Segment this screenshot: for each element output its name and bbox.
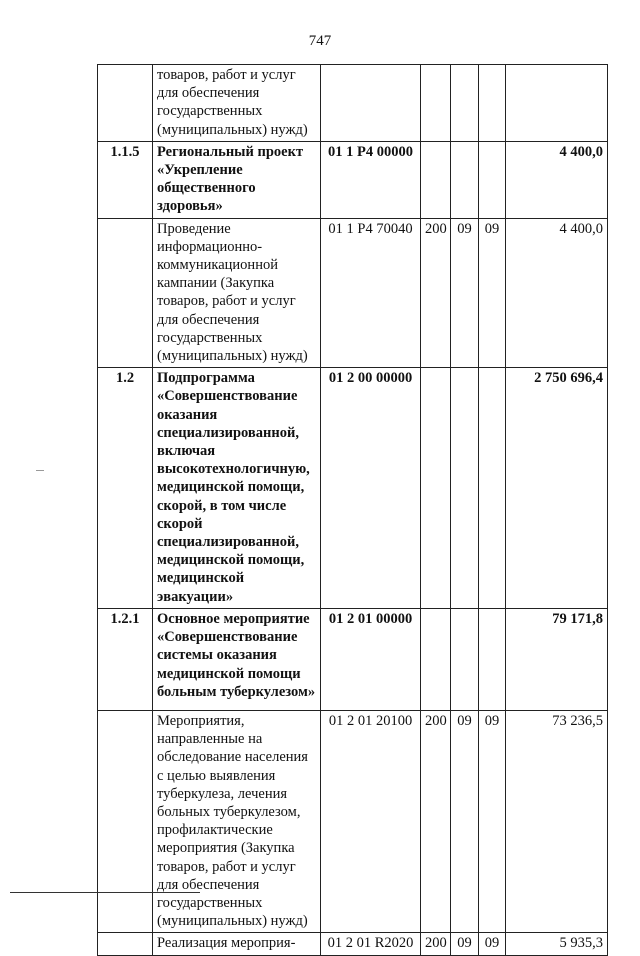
subsection-code	[479, 141, 506, 218]
target-code	[321, 65, 421, 142]
table-row	[98, 933, 608, 955]
expense-type: 200	[421, 218, 451, 368]
subsection-code	[479, 368, 506, 609]
row-name: Подпрограмма «Совершенствование оказания специализированной, включая высокотехнологичную, медицинской помощи, скорой, в том числе скорой специализированной, медицинской помощи, медицинской эвакуации»	[153, 368, 321, 609]
expense-type	[421, 368, 451, 609]
table-row	[98, 141, 608, 218]
section-code	[451, 65, 479, 142]
target-code: 01 2 00 00000	[321, 368, 421, 609]
budget-table	[97, 64, 608, 956]
footnote-divider	[10, 892, 200, 893]
row-number	[98, 65, 153, 142]
subsection-code	[479, 608, 506, 710]
section-code: 09	[451, 218, 479, 368]
row-number	[98, 933, 153, 955]
table-row	[98, 218, 608, 368]
expense-type	[421, 141, 451, 218]
row-name: Мероприятия, направленные на обследование населения с целью выявления туберкулеза, лечения больных туберкулезом, профилактические мероприятия (Закупка товаров, работ и услуг для обеспечения государственных (муниципальных) нужд)	[153, 710, 321, 932]
table-row	[98, 368, 608, 609]
subsection-code: 09	[479, 218, 506, 368]
expense-type	[421, 608, 451, 710]
target-code: 01 2 01 00000	[321, 608, 421, 710]
section-code	[451, 141, 479, 218]
table-row	[98, 65, 608, 142]
target-code: 01 2 01 20100	[321, 710, 421, 932]
row-number: 1.1.5	[98, 141, 153, 218]
amount: 73 236,5	[506, 710, 608, 932]
expense-type	[421, 65, 451, 142]
amount: 2 750 696,4	[506, 368, 608, 609]
section-code: 09	[451, 933, 479, 955]
row-number: 1.2	[98, 368, 153, 609]
row-name: Проведение информационно-коммуникационной кампании (Закупка товаров, работ и услуг для обеспечения государственных (муниципальных) нужд)	[153, 218, 321, 368]
section-code	[451, 368, 479, 609]
row-number	[98, 710, 153, 932]
target-code: 01 2 01 R2020	[321, 933, 421, 955]
amount	[506, 65, 608, 142]
expense-type: 200	[421, 933, 451, 955]
row-name: Региональный проект «Укрепление общественного здоровья»	[153, 141, 321, 218]
amount: 4 400,0	[506, 218, 608, 368]
table-row	[98, 710, 608, 932]
subsection-code	[479, 65, 506, 142]
amount: 4 400,0	[506, 141, 608, 218]
row-name: товаров, работ и услуг для обеспечения государственных (муниципальных) нужд)	[153, 65, 321, 142]
target-code: 01 1 Р4 70040	[321, 218, 421, 368]
row-number: 1.2.1	[98, 608, 153, 710]
section-code	[451, 608, 479, 710]
row-number	[98, 218, 153, 368]
amount: 79 171,8	[506, 608, 608, 710]
section-code: 09	[451, 710, 479, 932]
row-name: Реализация мероприя-	[153, 933, 321, 955]
amount: 5 935,3	[506, 933, 608, 955]
margin-mark	[36, 470, 44, 471]
target-code: 01 1 Р4 00000	[321, 141, 421, 218]
row-name: Основное мероприятие «Совершенствование системы оказания медицинской помощи больным туберкулезом»	[153, 608, 321, 710]
subsection-code: 09	[479, 710, 506, 932]
expense-type: 200	[421, 710, 451, 932]
table-row	[98, 608, 608, 710]
subsection-code: 09	[479, 933, 506, 955]
page-number: 747	[308, 33, 332, 49]
